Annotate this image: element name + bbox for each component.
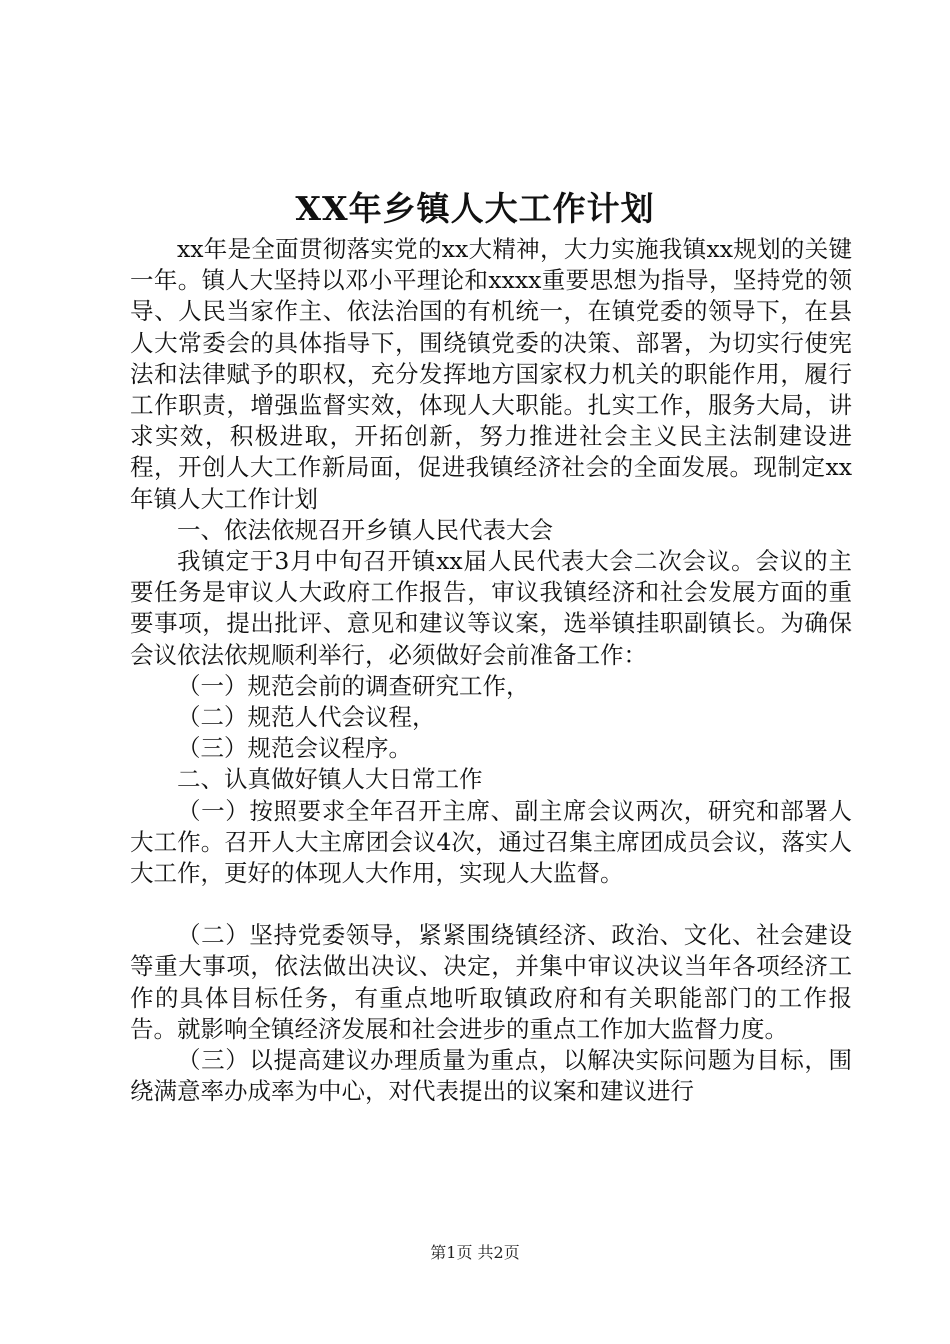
section-heading-1: 一、依法依规召开乡镇人民代表大会	[177, 515, 553, 544]
section-heading-2: 二、认真做好镇人大日常工作	[177, 765, 483, 794]
section-2-item-1: （一）按照要求全年召开主席、副主席会议两次，研究和部署人大工作。召开人大主席团会议4次，通过召集主席团成员会议，落实人大工作，更好的体现人大作用，实现人大监督。	[130, 796, 852, 888]
list-item-1: （一）规范会前的调查研究工作，	[177, 671, 530, 700]
section-2-item-2: （二）坚持党委领导，紧紧围绕镇经济、政治、文化、社会建设等重大事项，依法做出决议、决定，并集中审议决议当年各项经济工作的具体目标任务，有重点地听取镇政府和有关职能部门的工作报告。就影响全镇经济发展和社会进步的重点工作加大监督力度。	[130, 921, 852, 1043]
section-1-paragraph: 我镇定于3月中旬召开镇xx届人民代表大会二次会议。会议的主要任务是审议人大政府工作报告，审议我镇经济和社会发展方面的重要事项，提出批评、意见和建议等议案，选举镇挂职副镇长。为确保会议依法依规顺利举行，必须做好会前准备工作：	[130, 547, 852, 669]
paragraph-spacer	[130, 889, 852, 920]
document-title: XX年乡镇人大工作计划	[295, 189, 655, 228]
section-2-item-3: （三）以提高建议办理质量为重点，以解决实际问题为目标，围绕满意率办成率为中心，对代表提出的议案和建议进行	[130, 1046, 852, 1106]
page-footer: 第1页 共2页	[430, 1243, 520, 1262]
list-item-3: （三）规范会议程序。	[177, 734, 412, 763]
list-item-2: （二）规范人代会议程，	[177, 703, 436, 732]
intro-paragraph: xx年是全面贯彻落实党的xx大精神，大力实施我镇xx规划的关键一年。镇人大坚持以邓小平理论和xxxx重要思想为指导，坚持党的领导、人民当家作主、依法治国的有机统一，在镇党委的领导下，在县人大常委会的具体指导下，围绕镇党委的决策、部署，为切实行使宪法和法律赋予的职权，充分发挥地方国家权力机关的职能作用，履行工作职责，增强监督实效，体现人大职能。扎实工作，服务大局，讲求实效，积极进取，开拓创新，努力推进社会主义民主法制建设进程，开创人大工作新局面，促进我镇经济社会的全面发展。现制定xx年镇人大工作计划	[130, 235, 852, 513]
document-body	[130, 234, 852, 1107]
